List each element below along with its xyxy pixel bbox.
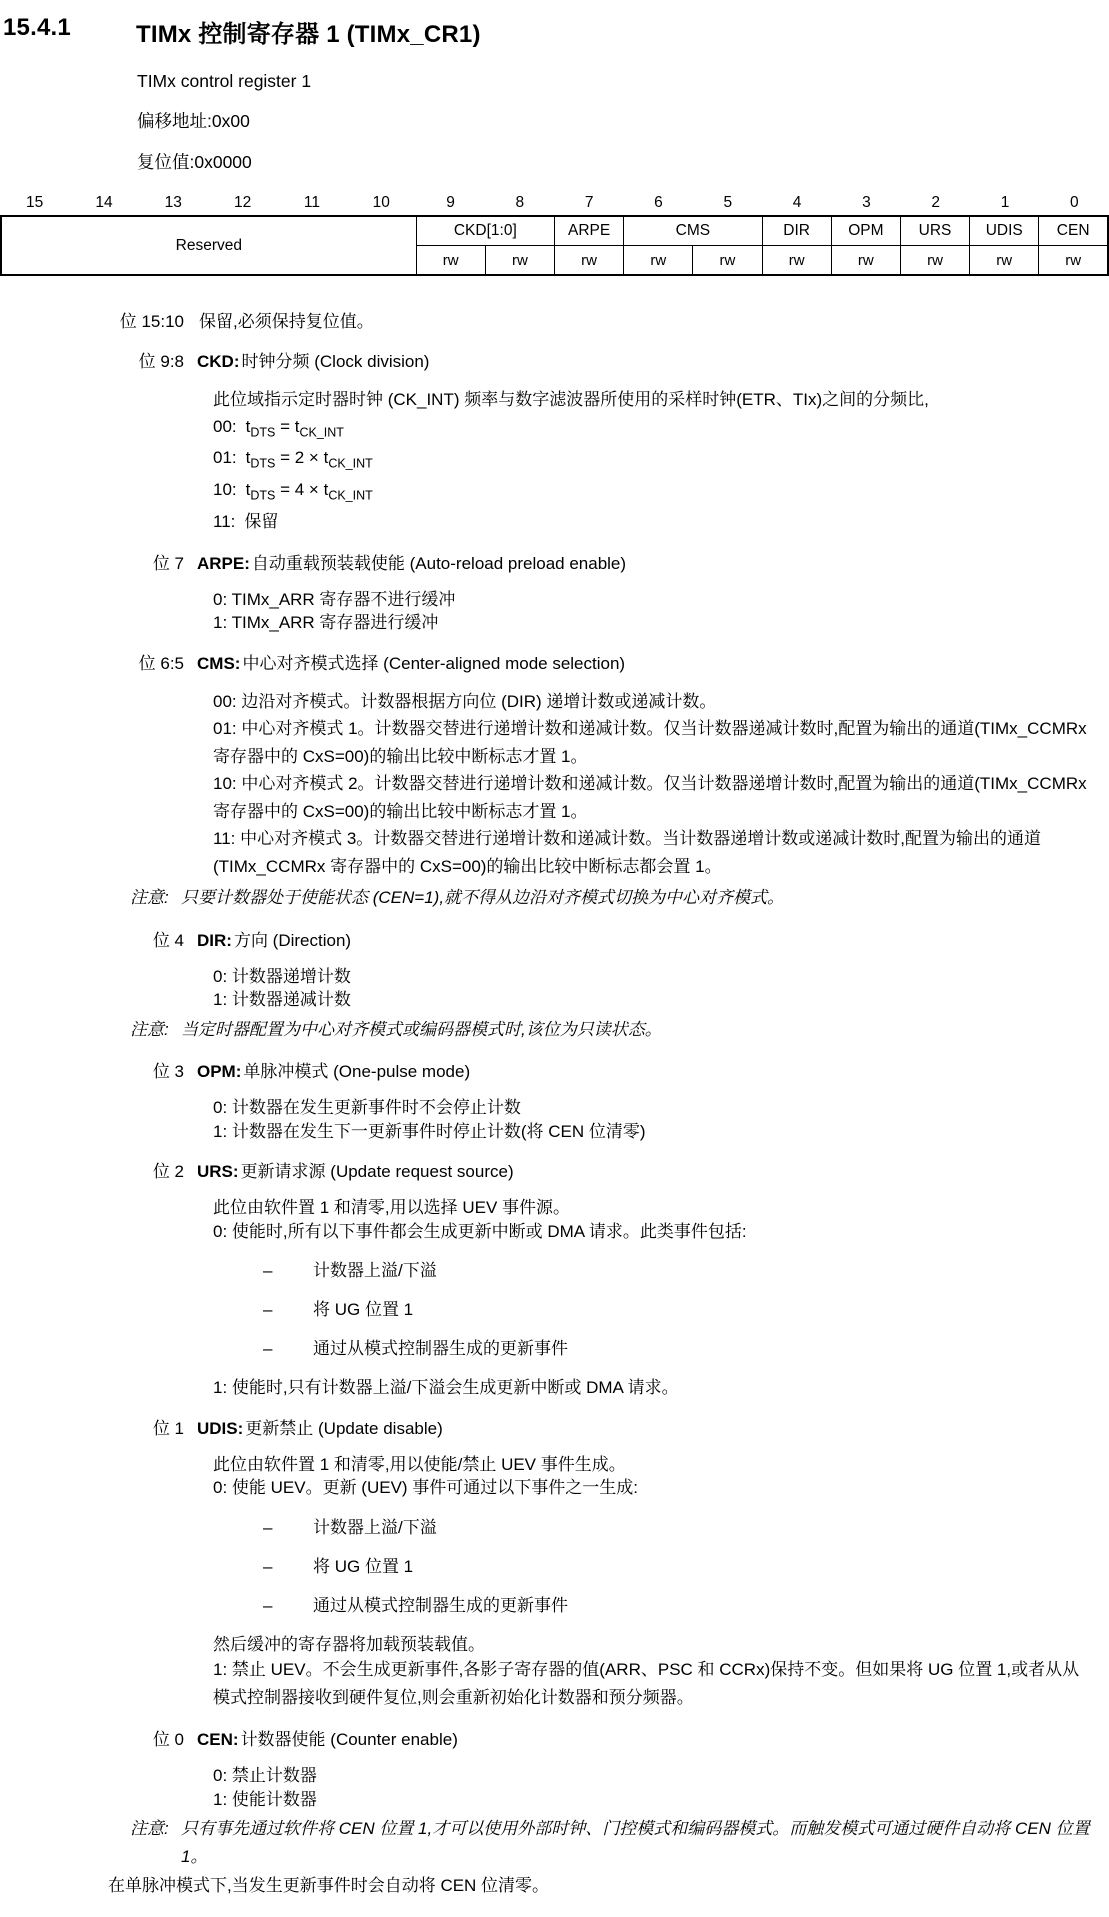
page-title: TIMx 控制寄存器 1 (TIMx_CR1)	[136, 21, 481, 48]
access-cell: rw	[831, 246, 900, 276]
bit-number: 14	[95, 194, 113, 211]
bit-field-7-arpe	[0, 552, 1109, 635]
value-line: 0: 使能 UEV。更新 (UEV) 事件可通过以下事件之一生成:	[213, 1478, 639, 1498]
bit-field-descriptions	[0, 310, 1109, 1900]
access-cell: rw	[416, 246, 485, 276]
field-name: CEN:	[197, 1730, 239, 1750]
value-line: 00: $t_{DTS} = t_{CK\_INT}$	[213, 416, 344, 439]
dash-icon: –	[263, 1300, 273, 1320]
field-cell-cen: CEN	[1039, 216, 1108, 246]
note-label: 注意:	[130, 1019, 169, 1039]
field-head-line	[0, 310, 1109, 333]
bullet-item: – 将 UG 位置 1	[263, 1300, 414, 1320]
field-head-line	[0, 350, 1109, 373]
bullet-item: – 计数器上溢/下溢	[263, 1517, 437, 1537]
note: 注意: 当定时器配置为中心对齐模式或编码器模式时,该位为只读状态。	[130, 1016, 1095, 1044]
value-line: 1: 使能时,只有计数器上溢/下溢会生成更新中断或 DMA 请求。	[213, 1378, 679, 1398]
bit-range-label: 位 9:8	[138, 352, 184, 371]
value-line: 0: 禁止计数器	[213, 1766, 317, 1786]
value-line: 1: 使能计数器	[213, 1789, 317, 1809]
dash-icon: –	[263, 1517, 273, 1537]
bit-number: 9	[446, 194, 455, 211]
bit-number: 15	[26, 194, 44, 211]
offset-address: 偏移地址:0x00	[137, 111, 250, 131]
bit-range-label: 位 1	[152, 1418, 184, 1438]
dash-icon: –	[263, 1595, 273, 1615]
bit-range-label: 位 4	[152, 930, 184, 950]
value-line: 1: 计数器在发生下一更新事件时停止计数(将 CEN 位清零)	[213, 1121, 646, 1141]
note: 注意: 只要计数器处于使能状态 (CEN=1),就不得从边沿对齐模式切换为中心对齐模式。	[130, 884, 1095, 912]
bit-field-3-opm	[0, 1060, 1109, 1143]
value-line: 0: 计数器在发生更新事件时不会停止计数	[213, 1098, 521, 1118]
bit-number: 1	[1000, 194, 1010, 211]
bit-range-label: 位 7	[152, 553, 184, 573]
register-table	[0, 215, 1109, 276]
value-line: 1: 计数器递减计数	[213, 990, 351, 1010]
bit-field-2-urs	[0, 1160, 1109, 1400]
field-desc: 保留,必须保持复位值。	[199, 312, 374, 331]
bit-numbers-row	[0, 194, 1109, 212]
bit-field-9-8-ckd	[0, 350, 1109, 535]
access-cell: rw	[624, 246, 693, 276]
field-desc: CMS: 中心对齐模式选择 (Center-aligned mode selection)	[197, 653, 626, 673]
value-line: 10: $t_{DTS} = 4 \times t_{CK\_INT}$	[213, 480, 373, 503]
bit-field-1-udis	[0, 1417, 1109, 1712]
field-name: UDIS:	[197, 1418, 244, 1438]
bit-range-label: 位 3	[152, 1062, 184, 1082]
bit-number: 8	[515, 194, 525, 211]
bit-number: 7	[584, 194, 594, 211]
access-cell: rw	[1039, 246, 1108, 276]
access-cell: rw	[693, 246, 762, 276]
field-cell-reserved: Reserved	[1, 216, 416, 275]
bullet-item: – 通过从模式控制器生成的更新事件	[263, 1595, 568, 1615]
field-name: DIR:	[197, 930, 232, 950]
field-name: ARPE:	[197, 553, 250, 573]
field-head-line	[0, 1160, 1109, 1183]
field-head-line	[0, 1060, 1109, 1083]
field-desc: URS: 更新请求源 (Update request source)	[197, 1162, 514, 1182]
field-cell-dir: DIR	[762, 216, 831, 246]
bit-field-15-10	[0, 310, 1109, 333]
field-name: CMS:	[197, 653, 241, 673]
field-desc: CKD: 时钟分频 (Clock division)	[197, 352, 430, 371]
bit-field-4-dir	[0, 929, 1109, 1044]
bit-number: 0	[1070, 194, 1079, 211]
section-number: 15.4.1	[3, 14, 71, 41]
field-head-line	[0, 1728, 1109, 1751]
reset-value: 复位值:0x0000	[137, 152, 252, 172]
dash-icon: –	[263, 1556, 273, 1576]
bit-number: 5	[723, 194, 733, 211]
bit-range-label: 位 6:5	[138, 653, 184, 673]
bit-field-0-cen	[0, 1728, 1109, 1900]
access-cell: rw	[970, 246, 1039, 276]
field-paragraph: 然后缓冲的寄存器将加载预装载值。	[213, 1634, 485, 1654]
access-cell: rw	[900, 246, 969, 276]
value-line: 01: $t_{DTS} = 2 \times t_{CK\_INT}$	[213, 448, 373, 471]
value-line: 00: 边沿对齐模式。计数器根据方向位 (DIR) 递增计数或递减计数。	[213, 691, 717, 711]
bit-number: 2	[931, 194, 941, 211]
access-cell: rw	[485, 246, 554, 276]
field-cell-urs: URS	[900, 216, 969, 246]
field-cell-udis: UDIS	[970, 216, 1039, 246]
field-desc: OPM: 单脉冲模式 (One-pulse mode)	[197, 1062, 471, 1082]
bit-number: 6	[654, 194, 663, 211]
bit-number: 11	[303, 194, 320, 211]
bullet-item: – 计数器上溢/下溢	[263, 1261, 437, 1281]
bit-range-label: 位 0	[152, 1730, 184, 1750]
note: 注意: 只有事先通过软件将 CEN 位置 1,才可以使用外部时钟、门控模式和编码器模式。而触发模式可通过硬件自动将 CEN 位置 1。	[130, 1815, 1095, 1870]
bit-number: 10	[372, 194, 390, 211]
value-line: 01: 中心对齐模式 1。计数器交替进行递增计数和递减计数。仅当计数器递减计数时,配置为输出的通道(TIMx_CCMRx 寄存器中的 CxS=00)的输出比较中断标志才置 1。	[213, 719, 1087, 766]
field-head-line	[0, 929, 1109, 952]
field-name: URS:	[197, 1162, 239, 1182]
access-cell: rw	[555, 246, 624, 276]
bit-range-label: 位 2	[152, 1162, 184, 1182]
field-paragraph: 此位域指示定时器时钟 (CK_INT) 频率与数字滤波器所使用的采样时钟(ETR、TIx)之间的分频比,	[213, 390, 929, 409]
final-line: 在单脉冲模式下,当发生更新事件时会自动将 CEN 位清零。	[108, 1876, 550, 1896]
field-desc: ARPE: 自动重载预装载使能 (Auto-reload preload enable)	[197, 553, 627, 573]
section-heading	[0, 14, 1109, 49]
bit-number: 13	[164, 194, 182, 211]
field-cell-arpe: ARPE	[555, 216, 624, 246]
value-line: 1: TIMx_ARR 寄存器进行缓冲	[213, 613, 439, 633]
register-subtitle: TIMx control register 1	[137, 71, 312, 91]
bullet-item: – 将 UG 位置 1	[263, 1556, 414, 1576]
value-line: 0: TIMx_ARR 寄存器不进行缓冲	[213, 589, 456, 609]
field-head-line	[0, 652, 1109, 675]
bit-range-label: 位 15:10	[119, 312, 184, 331]
note-label: 注意:	[130, 1819, 169, 1839]
field-name: OPM:	[197, 1062, 242, 1082]
field-cell-opm: OPM	[831, 216, 900, 246]
value-line: 11: 中心对齐模式 3。计数器交替进行递增计数和递减计数。当计数器递增计数或递减计数时,配置为输出的通道(TIMx_CCMRx 寄存器中的 CxS=00)的输出比较中断标志都会置 1。	[213, 829, 1041, 876]
bullet-item: – 通过从模式控制器生成的更新事件	[263, 1339, 568, 1359]
value-line: 0: 计数器递增计数	[213, 966, 351, 986]
field-paragraph: 此位由软件置 1 和清零,用以选择 UEV 事件源。	[213, 1198, 571, 1218]
field-desc: UDIS: 更新禁止 (Update disable)	[197, 1418, 443, 1438]
access-cell: rw	[762, 246, 831, 276]
note-label: 注意:	[130, 888, 169, 908]
field-head-line	[0, 552, 1109, 575]
bit-number: 4	[792, 194, 802, 211]
field-desc: DIR: 方向 (Direction)	[197, 930, 352, 950]
value-line: 10: 中心对齐模式 2。计数器交替进行递增计数和递减计数。仅当计数器递增计数时,配置为输出的通道(TIMx_CCMRx 寄存器中的 CxS=00)的输出比较中断标志才置 1。	[213, 774, 1087, 821]
field-desc: CEN: 计数器使能 (Counter enable)	[197, 1730, 458, 1750]
bit-number: 12	[233, 194, 252, 211]
field-head-line	[0, 1417, 1109, 1440]
bit-number: 3	[862, 194, 871, 211]
dash-icon: –	[263, 1261, 273, 1281]
value-line: 11: 保留	[213, 512, 279, 532]
field-cell-ckd: CKD[1:0]	[416, 216, 554, 246]
field-cell-cms: CMS	[624, 216, 762, 246]
dash-icon: –	[263, 1339, 273, 1359]
field-name: CKD:	[197, 352, 240, 371]
field-paragraph: 此位由软件置 1 和清零,用以使能/禁止 UEV 事件生成。	[213, 1454, 626, 1474]
value-line: 0: 使能时,所有以下事件都会生成更新中断或 DMA 请求。此类事件包括:	[213, 1221, 747, 1241]
value-line: 1: 禁止 UEV。不会生成更新事件,各影子寄存器的值(ARR、PSC 和 CCRx)保持不变。但如果将 UG 位置 1,或者从从模式控制器接收到硬件复位,则会重新初始化计数器和预分频器。	[213, 1660, 1080, 1707]
bit-field-6-5-cms	[0, 652, 1109, 912]
